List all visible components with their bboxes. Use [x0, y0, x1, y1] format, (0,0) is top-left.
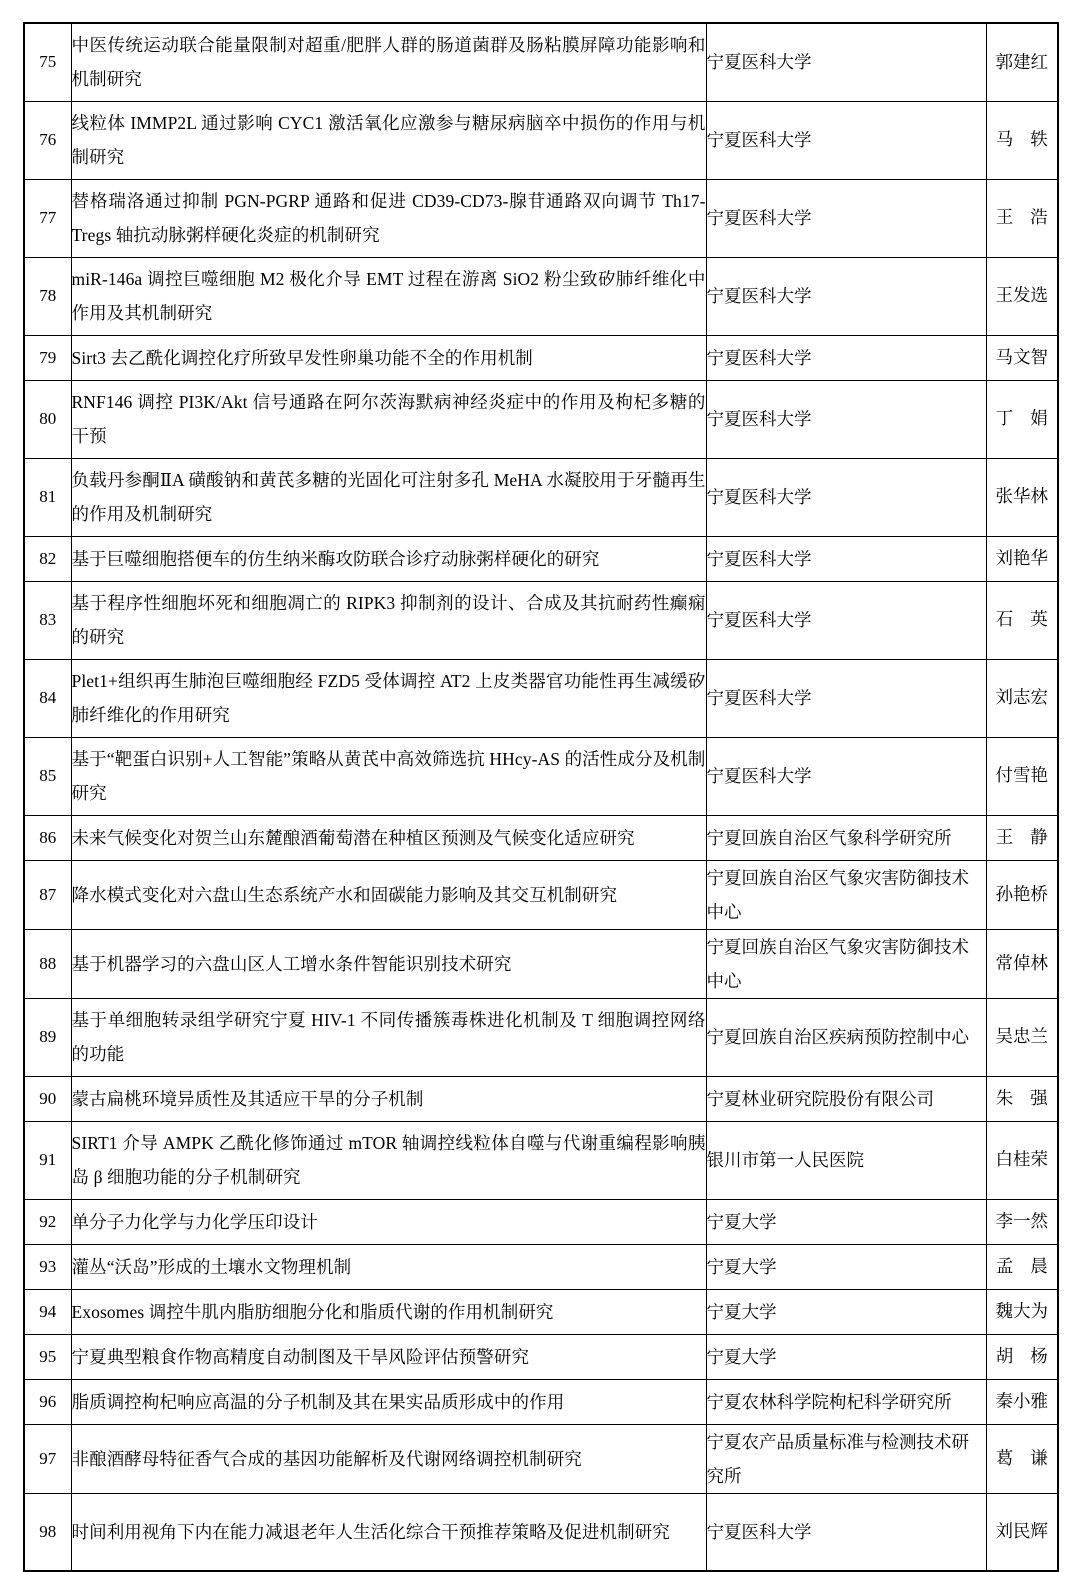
institution-cell: 宁夏大学 [706, 1244, 986, 1289]
row-number-cell: 89 [24, 998, 71, 1076]
table-row [24, 536, 1058, 581]
project-title-cell: 替格瑞洛通过抑制 PGN-PGRP 通路和促进 CD39-CD73-腺苷通路双向调节 Th17-Tregs 轴抗动脉粥样硬化炎症的机制研究 [71, 179, 706, 257]
table-row [24, 101, 1058, 179]
row-number-cell: 94 [24, 1289, 71, 1334]
row-number-cell: 90 [24, 1076, 71, 1121]
project-title-cell: 蒙古扁桃环境异质性及其适应干旱的分子机制 [71, 1076, 706, 1121]
applicant-name-cell: 孙艳桥 [986, 860, 1058, 929]
row-number-cell: 82 [24, 536, 71, 581]
applicant-name-spaced: 丁 娟 [995, 408, 1048, 429]
project-title-cell: 基于巨噬细胞搭便车的仿生纳米酶攻防联合诊疗动脉粥样硬化的研究 [71, 536, 706, 581]
project-title-cell: 宁夏典型粮食作物高精度自动制图及干旱风险评估预警研究 [71, 1334, 706, 1379]
applicant-name-cell [986, 1334, 1058, 1379]
institution-cell: 银川市第一人民医院 [706, 1121, 986, 1199]
row-number-cell: 88 [24, 929, 71, 998]
institution-cell: 宁夏农林科学院枸杞科学研究所 [706, 1379, 986, 1424]
applicant-name-spaced: 石 英 [995, 609, 1048, 630]
project-title-cell: 灌丛“沃岛”形成的土壤水文物理机制 [71, 1244, 706, 1289]
row-number-cell: 96 [24, 1379, 71, 1424]
applicant-name-cell: 马文智 [986, 335, 1058, 380]
table-row [24, 581, 1058, 659]
row-number-cell: 79 [24, 335, 71, 380]
row-number-cell: 85 [24, 737, 71, 815]
institution-cell: 宁夏医科大学 [706, 1493, 986, 1571]
table-row [24, 929, 1058, 998]
applicant-name-cell: 郭建红 [986, 23, 1058, 101]
project-list-table [23, 22, 1059, 1572]
applicant-name-cell [986, 581, 1058, 659]
project-title-cell: 未来气候变化对贺兰山东麓酿酒葡萄潜在种植区预测及气候变化适应研究 [71, 815, 706, 860]
project-title-cell: 单分子力化学与力化学压印设计 [71, 1199, 706, 1244]
table-row [24, 1334, 1058, 1379]
row-number-cell: 95 [24, 1334, 71, 1379]
applicant-name-cell [986, 1244, 1058, 1289]
applicant-name-cell: 刘艳华 [986, 536, 1058, 581]
project-title-cell: Sirt3 去乙酰化调控化疗所致早发性卵巢功能不全的作用机制 [71, 335, 706, 380]
project-title-cell: 脂质调控枸杞响应高温的分子机制及其在果实品质形成中的作用 [71, 1379, 706, 1424]
row-number-cell: 92 [24, 1199, 71, 1244]
applicant-name-cell [986, 380, 1058, 458]
applicant-name-cell [986, 101, 1058, 179]
applicant-name-cell: 付雪艳 [986, 737, 1058, 815]
project-title-cell: 非酿酒酵母特征香气合成的基因功能解析及代谢网络调控机制研究 [71, 1424, 706, 1493]
table-row [24, 335, 1058, 380]
applicant-name-spaced: 孟 晨 [995, 1255, 1048, 1276]
applicant-name-spaced: 王 浩 [995, 207, 1048, 228]
institution-cell: 宁夏大学 [706, 1334, 986, 1379]
project-title-cell: miR-146a 调控巨噬细胞 M2 极化介导 EMT 过程在游离 SiO2 粉尘致矽肺纤维化中作用及其机制研究 [71, 257, 706, 335]
applicant-name-cell: 张华林 [986, 458, 1058, 536]
institution-cell: 宁夏医科大学 [706, 101, 986, 179]
applicant-name-spaced: 葛 谦 [995, 1447, 1048, 1468]
table-row [24, 1244, 1058, 1289]
applicant-name-cell: 刘民辉 [986, 1493, 1058, 1571]
institution-cell: 宁夏回族自治区气象科学研究所 [706, 815, 986, 860]
institution-cell: 宁夏回族自治区疾病预防控制中心 [706, 998, 986, 1076]
applicant-name-cell: 吴忠兰 [986, 998, 1058, 1076]
institution-cell: 宁夏回族自治区气象灾害防御技术中心 [706, 929, 986, 998]
project-title-cell: 基于“靶蛋白识别+人工智能”策略从黄芪中高效筛选抗 HHcy-AS 的活性成分及机制研究 [71, 737, 706, 815]
table-row [24, 1121, 1058, 1199]
table-row [24, 257, 1058, 335]
project-title-cell: SIRT1 介导 AMPK 乙酰化修饰通过 mTOR 轴调控线粒体自噬与代谢重编程影响胰岛 β 细胞功能的分子机制研究 [71, 1121, 706, 1199]
institution-cell: 宁夏医科大学 [706, 257, 986, 335]
row-number-cell: 80 [24, 380, 71, 458]
institution-cell: 宁夏医科大学 [706, 179, 986, 257]
row-number-cell: 87 [24, 860, 71, 929]
institution-cell: 宁夏大学 [706, 1289, 986, 1334]
applicant-name-cell [986, 179, 1058, 257]
table-row [24, 737, 1058, 815]
institution-cell: 宁夏医科大学 [706, 23, 986, 101]
table-row [24, 1424, 1058, 1493]
applicant-name-spaced: 朱 强 [995, 1087, 1048, 1108]
table-row [24, 179, 1058, 257]
institution-cell: 宁夏医科大学 [706, 659, 986, 737]
institution-cell: 宁夏医科大学 [706, 581, 986, 659]
project-title-cell: 基于程序性细胞坏死和细胞凋亡的 RIPK3 抑制剂的设计、合成及其抗耐药性癫痫的研究 [71, 581, 706, 659]
project-table-body [24, 23, 1058, 1571]
table-row [24, 815, 1058, 860]
institution-cell: 宁夏医科大学 [706, 737, 986, 815]
project-title-cell: RNF146 调控 PI3K/Akt 信号通路在阿尔茨海默病神经炎症中的作用及枸杞多糖的干预 [71, 380, 706, 458]
project-title-cell: 中医传统运动联合能量限制对超重/肥胖人群的肠道菌群及肠粘膜屏障功能影响和机制研究 [71, 23, 706, 101]
project-title-cell: 基于机器学习的六盘山区人工增水条件智能识别技术研究 [71, 929, 706, 998]
row-number-cell: 98 [24, 1493, 71, 1571]
project-title-cell: 时间利用视角下内在能力减退老年人生活化综合干预推荐策略及促进机制研究 [71, 1493, 706, 1571]
row-number-cell: 76 [24, 101, 71, 179]
institution-cell: 宁夏医科大学 [706, 380, 986, 458]
project-title-cell: 基于单细胞转录组学研究宁夏 HIV-1 不同传播簇毒株进化机制及 T 细胞调控网络的功能 [71, 998, 706, 1076]
table-row [24, 1199, 1058, 1244]
applicant-name-cell: 秦小雅 [986, 1379, 1058, 1424]
table-row [24, 23, 1058, 101]
table-row [24, 1493, 1058, 1571]
applicant-name-spaced: 胡 杨 [995, 1345, 1048, 1366]
table-row [24, 1289, 1058, 1334]
row-number-cell: 81 [24, 458, 71, 536]
institution-cell: 宁夏林业研究院股份有限公司 [706, 1076, 986, 1121]
table-row [24, 998, 1058, 1076]
table-row [24, 1379, 1058, 1424]
applicant-name-cell: 刘志宏 [986, 659, 1058, 737]
row-number-cell: 97 [24, 1424, 71, 1493]
project-title-cell: 降水模式变化对六盘山生态系统产水和固碳能力影响及其交互机制研究 [71, 860, 706, 929]
applicant-name-cell [986, 815, 1058, 860]
table-row [24, 860, 1058, 929]
applicant-name-cell: 常倬林 [986, 929, 1058, 998]
applicant-name-spaced: 马 轶 [995, 129, 1048, 150]
table-row [24, 458, 1058, 536]
project-title-cell: 线粒体 IMMP2L 通过影响 CYC1 激活氧化应激参与糖尿病脑卒中损伤的作用与机制研究 [71, 101, 706, 179]
institution-cell: 宁夏回族自治区气象灾害防御技术中心 [706, 860, 986, 929]
row-number-cell: 83 [24, 581, 71, 659]
table-row [24, 1076, 1058, 1121]
applicant-name-cell: 魏大为 [986, 1289, 1058, 1334]
row-number-cell: 86 [24, 815, 71, 860]
row-number-cell: 93 [24, 1244, 71, 1289]
project-title-cell: 负载丹参酮ⅡA 磺酸钠和黄芪多糖的光固化可注射多孔 MeHA 水凝胶用于牙髓再生的作用及机制研究 [71, 458, 706, 536]
row-number-cell: 91 [24, 1121, 71, 1199]
applicant-name-cell: 王发选 [986, 257, 1058, 335]
institution-cell: 宁夏农产品质量标准与检测技术研究所 [706, 1424, 986, 1493]
table-row [24, 659, 1058, 737]
applicant-name-cell [986, 1424, 1058, 1493]
project-title-cell: Plet1+组织再生肺泡巨噬细胞经 FZD5 受体调控 AT2 上皮类器官功能性再生减缓矽肺纤维化的作用研究 [71, 659, 706, 737]
institution-cell: 宁夏医科大学 [706, 458, 986, 536]
applicant-name-cell: 李一然 [986, 1199, 1058, 1244]
row-number-cell: 78 [24, 257, 71, 335]
applicant-name-cell [986, 1076, 1058, 1121]
institution-cell: 宁夏医科大学 [706, 335, 986, 380]
row-number-cell: 84 [24, 659, 71, 737]
institution-cell: 宁夏大学 [706, 1199, 986, 1244]
project-table-container [23, 22, 1057, 1572]
row-number-cell: 77 [24, 179, 71, 257]
institution-cell: 宁夏医科大学 [706, 536, 986, 581]
applicant-name-spaced: 王 静 [995, 826, 1048, 847]
row-number-cell: 75 [24, 23, 71, 101]
applicant-name-cell: 白桂荣 [986, 1121, 1058, 1199]
project-title-cell: Exosomes 调控牛肌内脂肪细胞分化和脂质代谢的作用机制研究 [71, 1289, 706, 1334]
table-row [24, 380, 1058, 458]
